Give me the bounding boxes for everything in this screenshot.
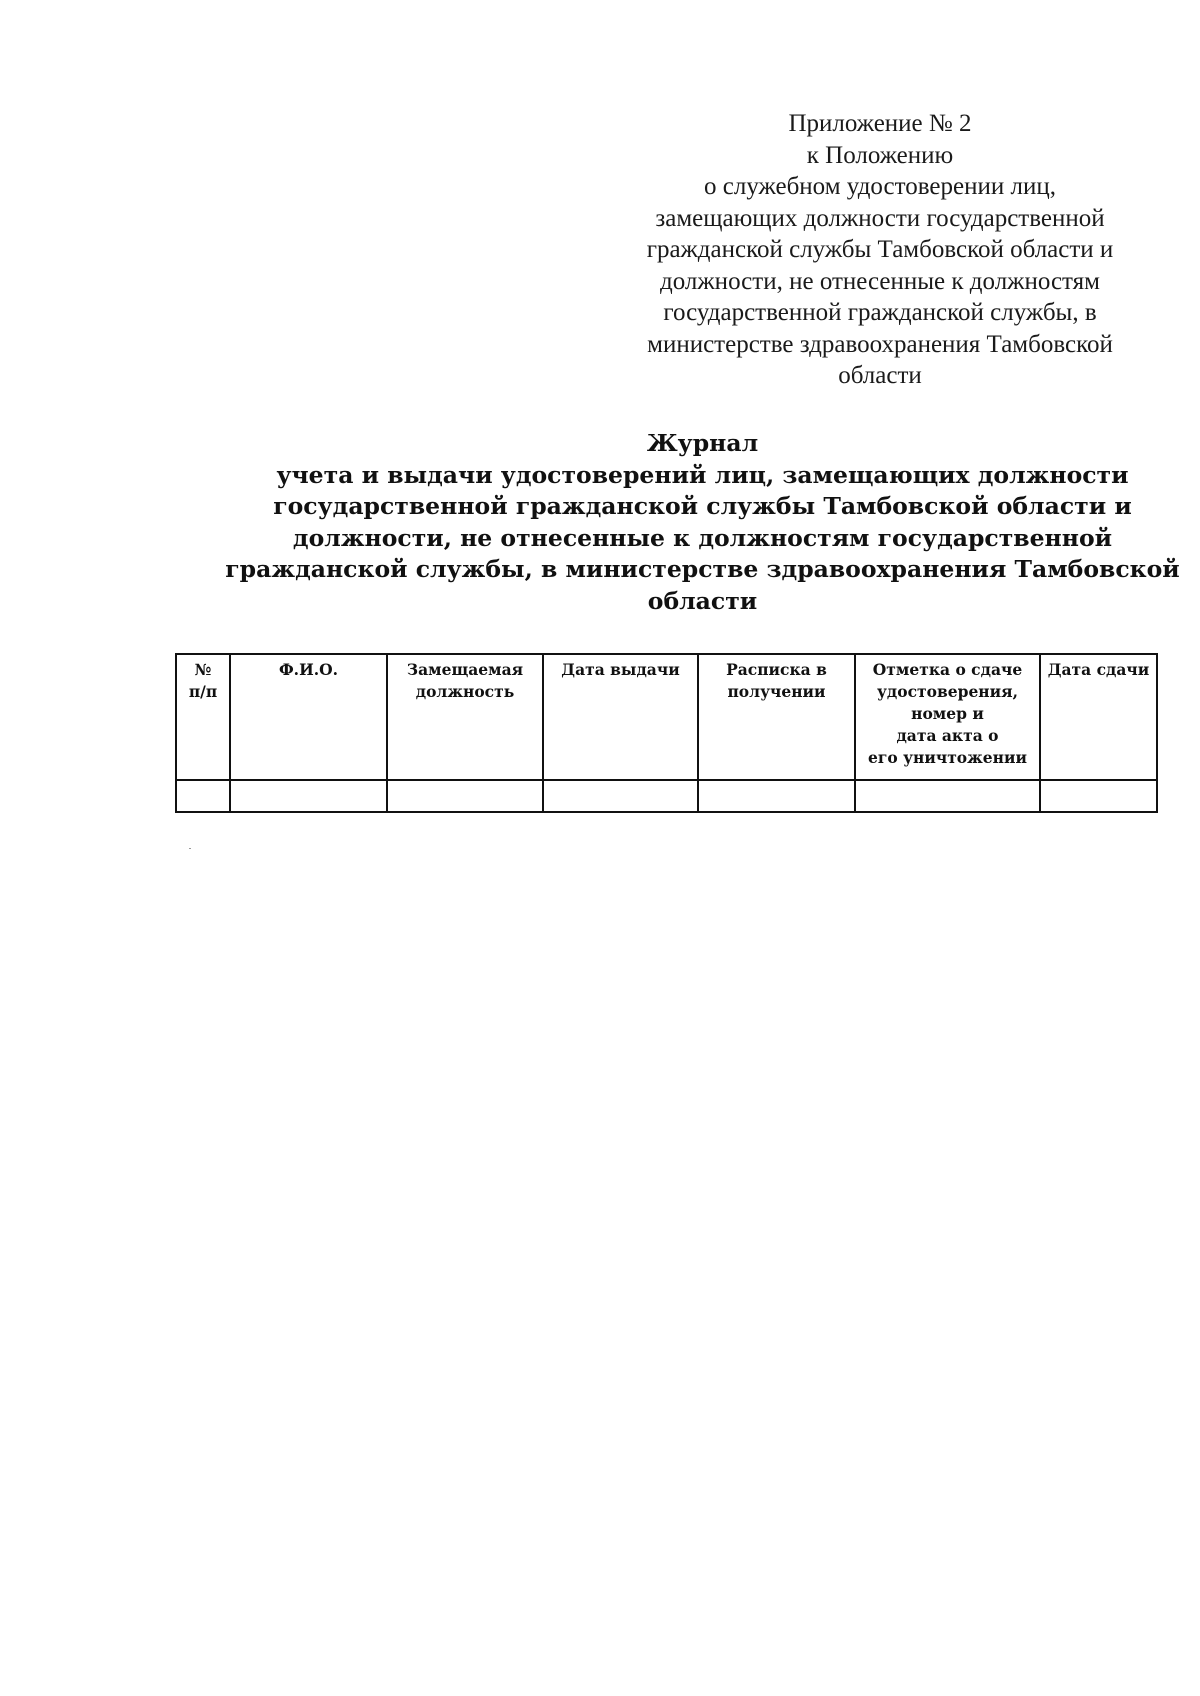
table-cell bbox=[1040, 780, 1157, 812]
column-header-line: № bbox=[194, 660, 212, 679]
table-cell bbox=[698, 780, 855, 812]
table-header-row bbox=[176, 654, 1157, 780]
column-header-line: его уничтожении bbox=[868, 748, 1027, 767]
annex-line: государственной гражданской службы, в bbox=[663, 299, 1097, 326]
table-cell bbox=[176, 780, 230, 812]
table-cell bbox=[387, 780, 543, 812]
column-header-return-mark bbox=[855, 654, 1040, 780]
journal-title bbox=[225, 428, 1180, 617]
journal-title-line: должности, не отнесенные к должностям государственной bbox=[292, 523, 1113, 552]
column-header-return-date bbox=[1040, 654, 1157, 780]
column-header-line: должность bbox=[415, 682, 515, 701]
column-header-full-name bbox=[230, 654, 387, 780]
annex-reference bbox=[600, 108, 1160, 392]
column-header-receipt bbox=[698, 654, 855, 780]
scan-speck bbox=[189, 848, 191, 849]
column-header-position bbox=[387, 654, 543, 780]
annex-line: о служебном удостоверении лиц, bbox=[704, 173, 1056, 200]
annex-line: гражданской службы Тамбовской области и bbox=[646, 236, 1114, 263]
annex-line: Приложение № 2 bbox=[788, 110, 972, 137]
table-cell bbox=[230, 780, 387, 812]
journal-table bbox=[175, 653, 1158, 813]
table-cell bbox=[543, 780, 698, 812]
column-header-line: Дата сдачи bbox=[1047, 660, 1150, 679]
column-header-line: Расписка в bbox=[726, 660, 827, 679]
journal-title-line: области bbox=[647, 586, 758, 615]
column-header-line: Ф.И.О. bbox=[278, 660, 339, 679]
journal-title-line: государственной гражданской службы Тамбовской области и bbox=[273, 492, 1132, 520]
column-header-line: Дата выдачи bbox=[561, 660, 680, 679]
annex-line: замещающих должности государственной bbox=[655, 204, 1105, 232]
annex-line: министерстве здравоохранения Тамбовской bbox=[647, 330, 1113, 358]
annex-line: должности, не отнесенные к должностям bbox=[660, 267, 1100, 295]
column-header-line: удостоверения, bbox=[877, 682, 1018, 701]
column-header-number bbox=[176, 654, 230, 780]
journal-title-line: гражданской службы, в министерстве здравоохранения Тамбовской bbox=[225, 555, 1180, 583]
column-header-line: Замещаемая bbox=[406, 660, 524, 679]
column-header-line: дата акта о bbox=[896, 726, 999, 745]
column-header-line: получении bbox=[727, 682, 826, 701]
journal-title-line: Журнал bbox=[646, 429, 759, 457]
column-header-line: п/п bbox=[188, 682, 218, 701]
column-header-line: номер и bbox=[911, 704, 984, 723]
journal-title-line: учета и выдачи удостоверений лиц, замещающих должности bbox=[276, 460, 1129, 489]
column-header-issue-date bbox=[543, 654, 698, 780]
annex-line: к Положению bbox=[806, 141, 954, 169]
annex-line: области bbox=[838, 362, 922, 389]
column-header-line: Отметка о сдаче bbox=[872, 660, 1023, 679]
table-cell bbox=[855, 780, 1040, 812]
table-row bbox=[176, 780, 1157, 812]
